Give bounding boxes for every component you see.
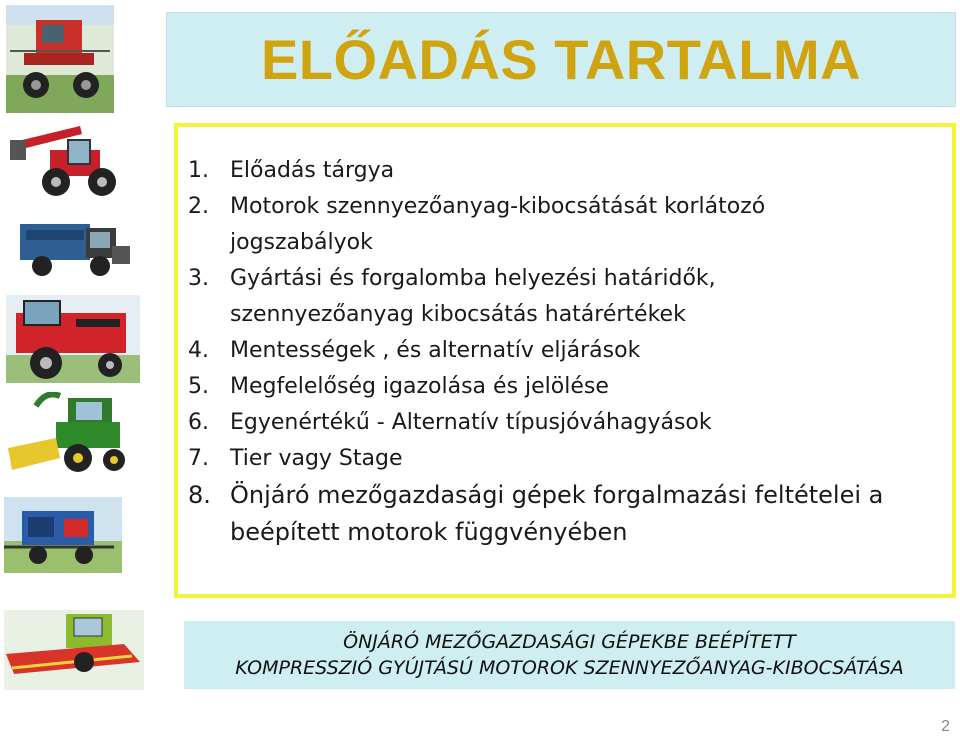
agenda-item-text: Motorok szennyezőanyag-kibocsátását korlátozó jogszabályok (230, 194, 766, 255)
agenda-item-number: 6. (188, 410, 209, 435)
agenda-item (188, 441, 948, 477)
agenda-item-number: 4. (188, 338, 209, 363)
footer-line-1: ÖNJÁRÓ MEZŐGAZDASÁGI GÉPEKBE BEÉPÍTETT (343, 631, 796, 653)
agenda-item (188, 405, 948, 441)
agenda-item-text: Mentességek , és alternatív eljárások (230, 338, 641, 363)
agenda-item-number: 2. (188, 194, 209, 219)
agenda-item (188, 477, 948, 551)
forage-harvester-image (6, 392, 130, 478)
agenda-item-number: 5. (188, 374, 209, 399)
agenda-item-text: Tier vagy Stage (230, 446, 403, 471)
agenda-item-number: 8. (188, 481, 211, 509)
agenda-item (188, 333, 948, 369)
agenda-item (188, 153, 948, 189)
agenda-item-number: 3. (188, 266, 209, 291)
feed-mixer-image (20, 220, 132, 278)
combine-harvester-image (6, 295, 140, 383)
agenda-item-text: Gyártási és forgalomba helyezési határidők, szennyezőanyag kibocsátás határértékek (230, 266, 716, 327)
agenda-item (188, 261, 948, 333)
footer-banner (184, 621, 955, 689)
agenda-item-number: 7. (188, 446, 209, 471)
agenda-box (174, 123, 956, 598)
sprayer-image (6, 5, 114, 113)
telehandler-image (10, 122, 122, 202)
agenda-item-text: Egyenértékű - Alternatív típusjóváhagyások (230, 410, 712, 435)
slide-title: ELŐADÁS TARTALMA (260, 28, 862, 91)
agenda-item-text: Előadás tárgya (230, 158, 395, 183)
footer-line-2: KOMPRESSZIÓ GYÚJTÁSÚ MOTOROK SZENNYEZŐANYAG-KIBOCSÁTÁSA (235, 657, 904, 679)
agenda-item (188, 369, 948, 405)
agenda-item-text: Megfelelőség igazolása és jelölése (230, 374, 609, 399)
agenda-item-text: Önjáró mezőgazdasági gépek forgalmazási feltételei a beépített motorok függvényében (230, 481, 884, 546)
page-number: 2 (941, 718, 950, 735)
slide-title-box (166, 12, 956, 107)
agenda-list (188, 153, 948, 551)
agenda-item (188, 189, 948, 261)
agenda-item-number: 1. (188, 158, 209, 183)
combine-header-image (4, 610, 144, 690)
pump-trailer-image (4, 497, 122, 573)
